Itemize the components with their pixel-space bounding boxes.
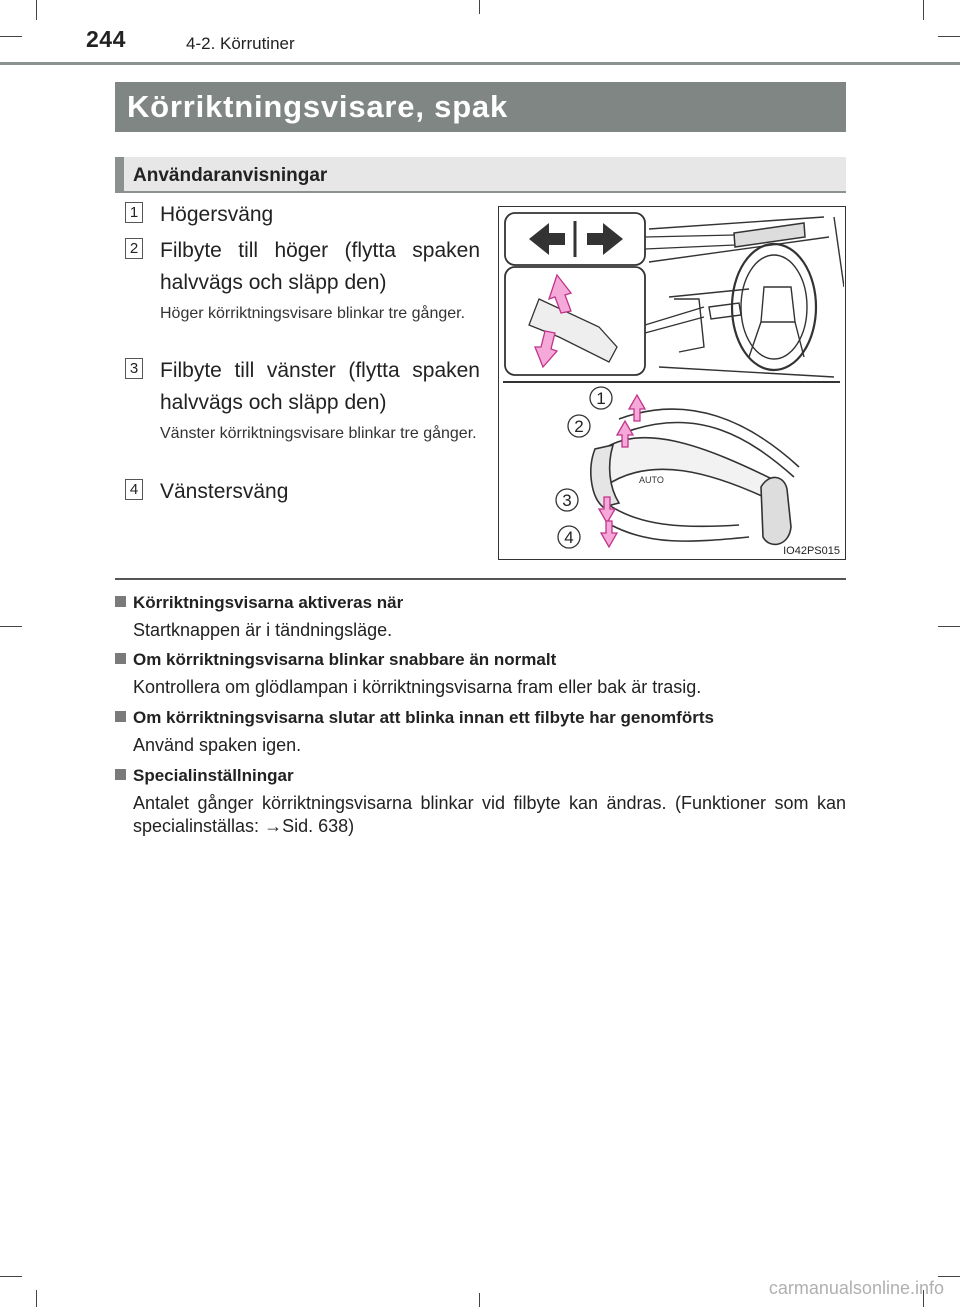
page-title: Körriktningsvisare, spak — [115, 82, 846, 132]
item-text: Filbyte till höger (flytta spaken halvvägs och släpp den) — [160, 239, 480, 294]
callout-number: 2 — [574, 417, 584, 436]
crop-mark — [0, 626, 22, 627]
note-heading: Om körriktningsvisarna blinkar snabbare än normalt — [133, 650, 557, 669]
note-section — [115, 765, 846, 838]
motion-arc — [609, 505, 739, 526]
arrow-turn-right — [629, 395, 645, 421]
item-number: 1 — [125, 202, 143, 223]
auto-label: AUTO — [639, 475, 664, 485]
bullet-square-icon — [115, 769, 126, 780]
bullet-square-icon — [115, 653, 126, 664]
bullet-square-icon — [115, 596, 126, 607]
crop-mark — [36, 0, 37, 20]
crop-mark — [0, 1276, 22, 1277]
figure-illustration — [499, 207, 844, 558]
list-item — [125, 476, 480, 508]
crop-mark — [938, 626, 960, 627]
crop-mark — [479, 1293, 480, 1307]
callout-line — [645, 235, 735, 249]
note-section — [115, 649, 846, 699]
crop-mark — [36, 1290, 37, 1307]
lever-base — [761, 477, 791, 544]
arrow-turn-left — [601, 521, 617, 547]
note-body: Antalet gånger körriktningsvisarna blinkar vid filbyte kan ändras. (Funktioner som kan specialinställas: →Sid. 638) — [133, 793, 846, 836]
callout-number: 3 — [562, 491, 572, 510]
item-text: Vänstersväng — [160, 480, 289, 503]
item-number: 2 — [125, 238, 143, 259]
section-title: 4-2. Körrutiner — [186, 34, 295, 53]
item-note: Höger körriktningsvisare blinkar tre gånger. — [160, 305, 466, 322]
crop-mark — [479, 0, 480, 14]
lever-small — [709, 303, 741, 319]
dashboard-line — [659, 367, 834, 377]
note-section — [115, 592, 846, 642]
callout-line — [645, 307, 704, 333]
list-item — [125, 235, 480, 324]
steering-wheel-inner — [741, 255, 807, 359]
dash-panel — [674, 299, 704, 352]
crop-mark — [0, 36, 22, 37]
crop-mark — [923, 0, 924, 20]
note-heading: Om körriktningsvisarna slutar att blinka innan ett filbyte har genomförts — [133, 708, 714, 727]
note-body: Kontrollera om glödlampan i körriktningsvisarna fram eller bak är trasig. — [133, 677, 702, 697]
note-heading: Specialinställningar — [133, 766, 294, 785]
item-number: 3 — [125, 358, 143, 379]
note-body: Startknappen är i tändningsläge. — [133, 620, 393, 640]
watermark: carmanualsonline.info — [768, 1278, 944, 1298]
item-number: 4 — [125, 479, 143, 500]
steering-hub — [761, 287, 795, 322]
bullet-square-icon — [115, 711, 126, 722]
turn-signal-lever-figure — [498, 206, 846, 560]
item-text: Filbyte till vänster (flytta spaken halvvägs och släpp den) — [160, 359, 480, 414]
crop-mark — [938, 36, 960, 37]
callout-number: 1 — [596, 389, 606, 408]
header-rule — [0, 62, 960, 65]
note-heading: Körriktningsvisarna aktiveras när — [133, 593, 404, 612]
figure-code: IO42PS015 — [783, 545, 840, 557]
note-section — [115, 707, 846, 757]
page-number: 244 — [86, 26, 126, 52]
list-item — [125, 355, 480, 444]
list-item — [125, 199, 480, 231]
steering-wheel — [732, 244, 816, 370]
callout-number: 4 — [564, 528, 574, 547]
subheading: Användaranvisningar — [115, 157, 846, 193]
section-divider — [115, 578, 846, 580]
item-text: Högersväng — [160, 203, 274, 226]
item-note: Vänster körriktningsvisare blinkar tre gånger. — [160, 425, 477, 442]
crop-mark — [938, 1276, 960, 1277]
dashboard-line — [669, 289, 749, 297]
motion-arc — [611, 525, 749, 541]
note-body: Använd spaken igen. — [133, 735, 302, 755]
dashboard-line — [834, 217, 844, 287]
